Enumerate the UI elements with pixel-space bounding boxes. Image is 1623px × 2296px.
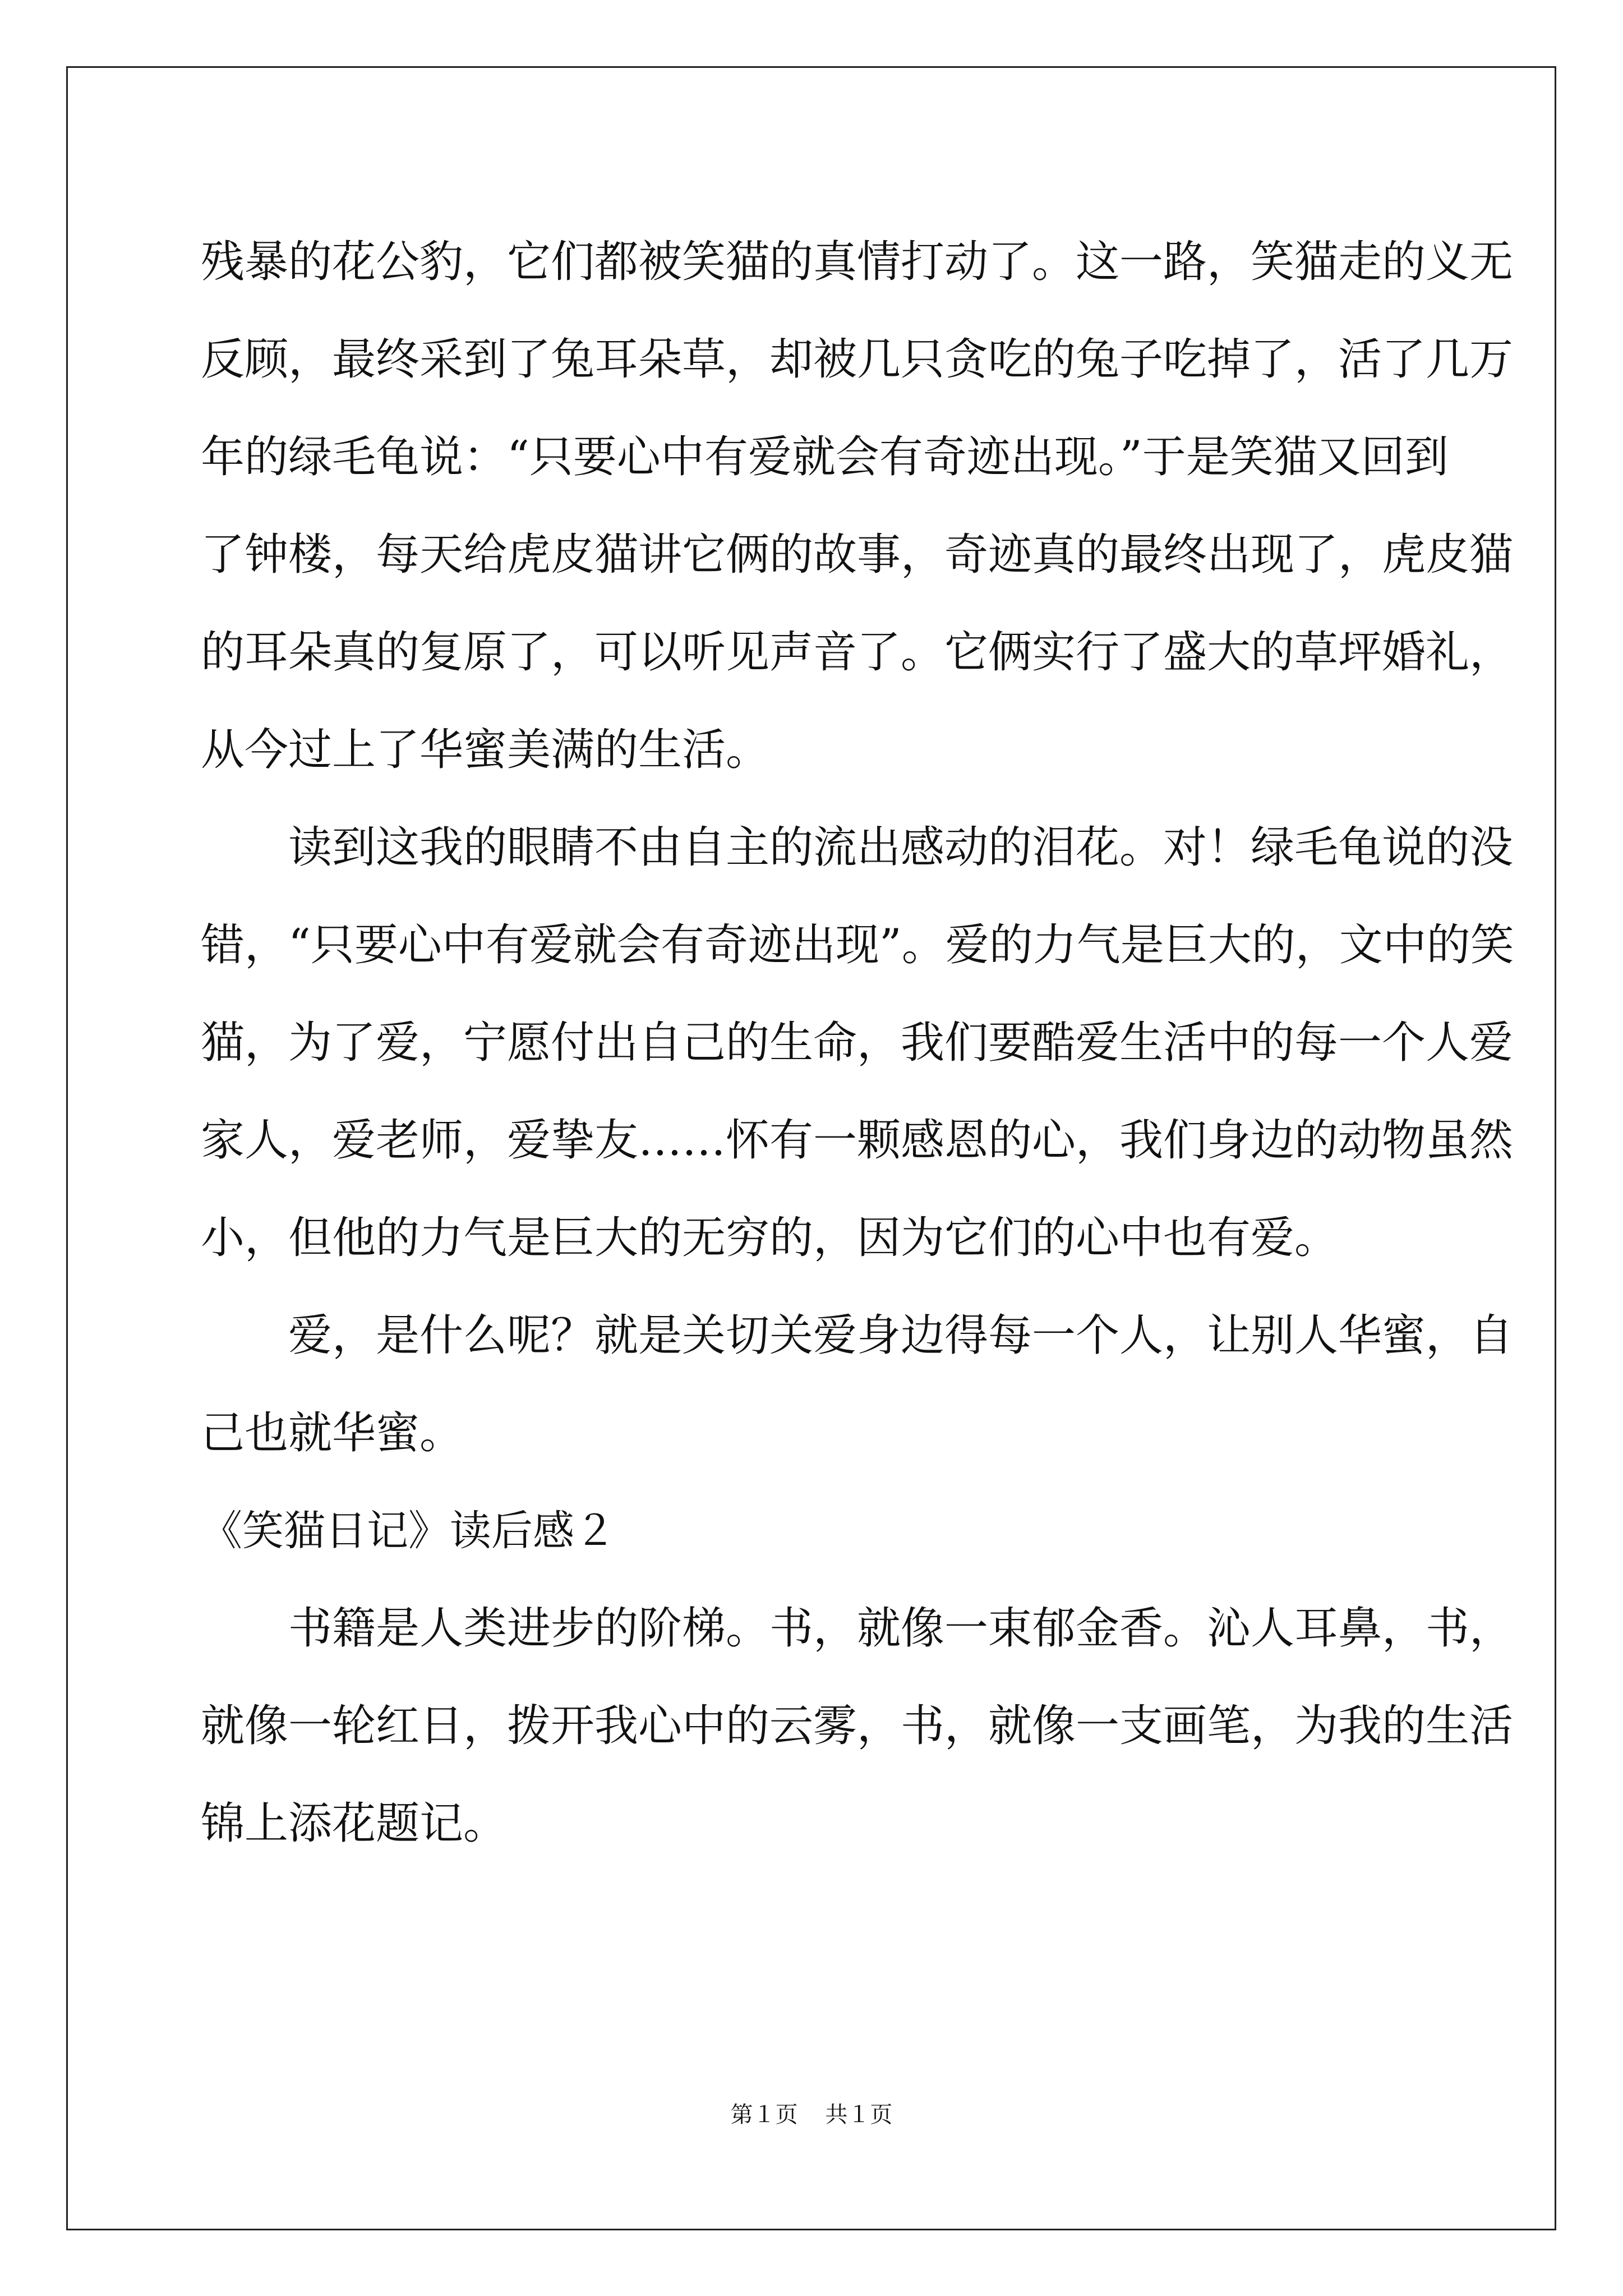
paragraph-line: 从今过上了华蜜美满的生活。 [201,725,770,775]
paragraph-line: 己也就华蜜。 [201,1408,464,1458]
paragraph-1 [201,213,1514,799]
document-body [201,213,1514,1872]
paragraph-2 [201,799,1514,1287]
paragraph-line: 爱，是什么呢？就是关切关爱身边得每一个人，让别人华蜜，自 [288,1310,1514,1361]
paragraph-line: 读到这我的眼睛不由自主的流出感动的泪花。对！绿毛龟说的没 [288,822,1514,873]
paragraph-3 [201,1287,1514,1482]
paragraph-line: 的耳朵真的复原了，可以听见声音了。它俩实行了盛大的草坪婚礼， [201,627,1514,678]
page-count: 共１页 [825,2102,893,2128]
paragraph-line: 残暴的花公豹，它们都被笑猫的真情打动了。这一路，笑猫走的义无 [201,237,1514,287]
paragraph-line: 锦上添花题记。 [201,1798,508,1849]
paragraph-4 [201,1580,1514,1872]
paragraph-line: 猫，为了爱，宁愿付出自己的生命，我们要酷爱生活中的每一个人爱 [201,1018,1514,1068]
paragraph-line: 反顾，最终采到了兔耳朵草，却被几只贪吃的兔子吃掉了，活了几万 [201,334,1514,385]
paragraph-line: 小，但他的力气是巨大的无穷的，因为它们的心中也有爱。 [201,1213,1339,1263]
page-footer [0,2098,1623,2132]
paragraph-line: 书籍是人类进步的阶梯。书，就像一束郁金香。沁人耳鼻，书， [288,1603,1514,1654]
paragraph-line: 年的绿毛龟说：“只要心中有爱就会有奇迹出现。”于是笑猫又回到 [201,432,1449,482]
page-number: 第１页 [730,2102,798,2128]
paragraph-line: 错，“只要心中有爱就会有奇迹出现”。爱的力气是巨大的，文中的笑 [201,920,1514,970]
paragraph-line: 了钟楼，每天给虎皮猫讲它俩的故事，奇迹真的最终出现了，虎皮猫 [201,530,1514,580]
section-heading: 《笑猫日记》读后感２ [201,1507,616,1555]
paragraph-line: 就像一轮红日，拨开我心中的云雾，书，就像一支画笔，为我的生活 [201,1701,1514,1751]
paragraph-line: 家人，爱老师，爱挚友……怀有一颗感恩的心，我们身边的动物虽然 [201,1115,1514,1166]
